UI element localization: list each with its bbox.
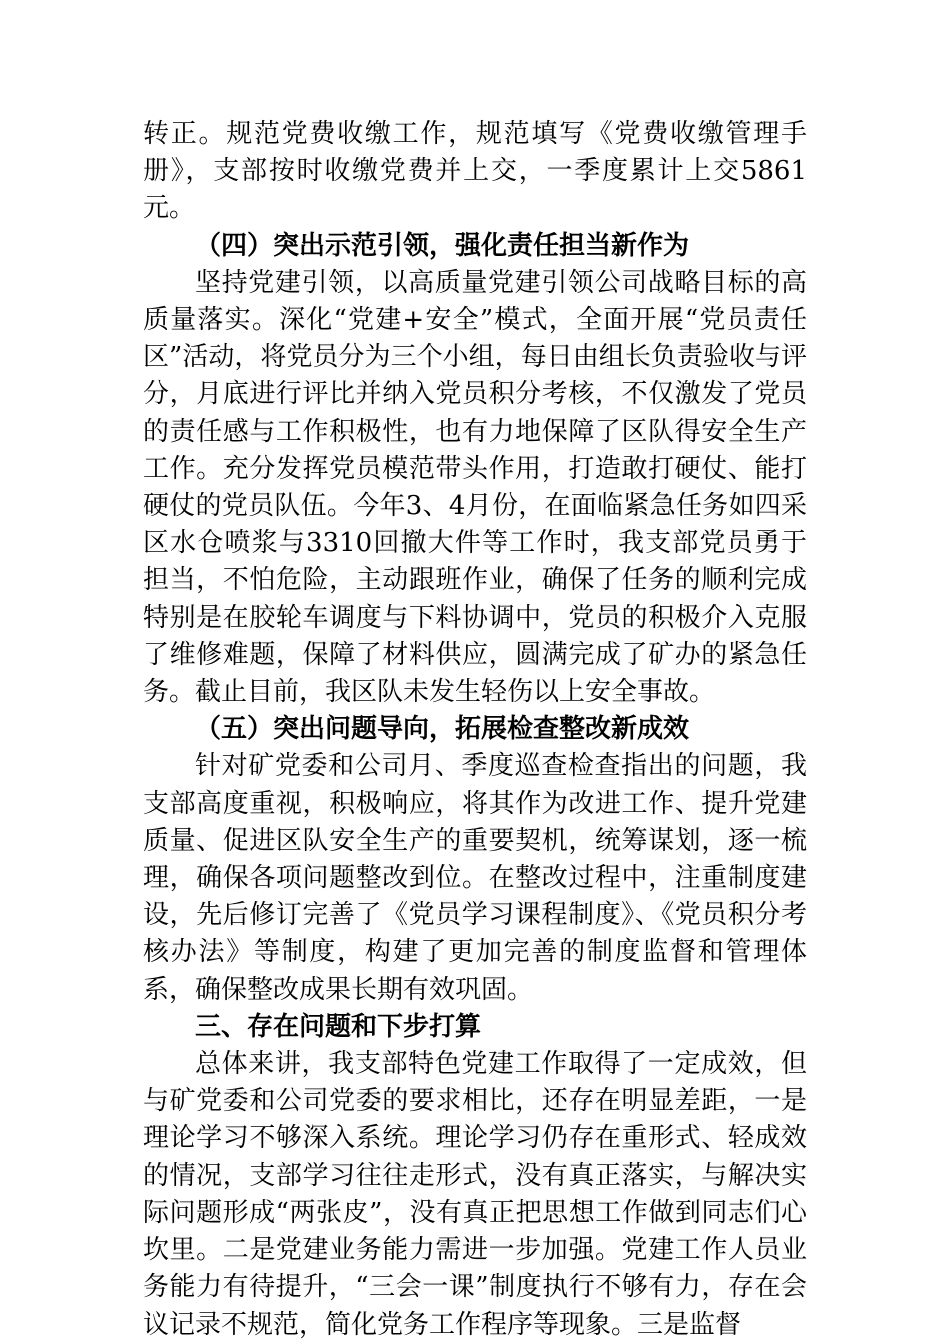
paragraph-party-dues: 转正。规范党费收缴工作，规范填写《党费收缴管理手册》，支部按时收缴党费并上交，一季度累计上交5861元。 — [143, 119, 807, 224]
subheading-five: （五）突出问题导向，拓展检查整改新成效 — [195, 714, 690, 745]
subheading-four: （四）突出示范引领，强化责任担当新作为 — [195, 230, 690, 261]
paragraph-rectification: 针对矿党委和公司月、季度巡查检查指出的问题，我支部高度重视，积极响应，将其作为改进工作、提升党建质量、促进区队安全生产的重要契机，统筹谋划，逐一梳理，确保各项问题整改到位。在整改过程中，注重制度建设，先后修订完善了《党员学习课程制度》、《党员积分考核办法》等制度，构建了更加完善的制度监督和管理体系，确保整改成果长期有效巩固。 — [143, 751, 807, 1005]
paragraph-demonstration: 坚持党建引领，以高质量党建引领公司战略目标的高质量落实。深化“党建+安全”模式，全面开展“党员责任区”活动，将党员分为三个小组，每日由组长负责验收与评分，月底进行评比并纳入党员积分考核，不仅激发了党员的责任感与工作积极性，也有力地保障了区队得安全生产工作。充分发挥党员模范带头作用，打造敢打硬仗、能打硬仗的党员队伍。今年3、4月份，在面临紧急任务如四采区水仓喷浆与3310回撤大件等工作时，我支部党员勇于担当，不怕危险，主动跟班作业，确保了任务的顺利完成特别是在胶轮车调度与下料协调中，党员的积极介入克服了维修难题，保障了材料供应，圆满完成了矿办的紧急任务。截止目前，我区队未发生轻伤以上安全事故。 — [143, 267, 807, 708]
document-page — [143, 116, 807, 1344]
paragraph-problems: 总体来讲，我支部特色党建工作取得了一定成效，但与矿党委和公司党委的要求相比，还存在明显差距，一是理论学习不够深入系统。理论学习仍存在重形式、轻成效的情况，支部学习往往走形式，没有真正落实，与解决实际问题形成“两张皮”，没有真正把思想工作做到同志们心坎里。二是党建业务能力需进一步加强。党建工作人员业务能力有待提升，“三会一课”制度执行不够有力，存在会议记录不规范，简化党务工作程序等现象。三是监督 — [143, 1049, 807, 1340]
section-heading-three: 三、存在问题和下步打算 — [195, 1011, 482, 1042]
